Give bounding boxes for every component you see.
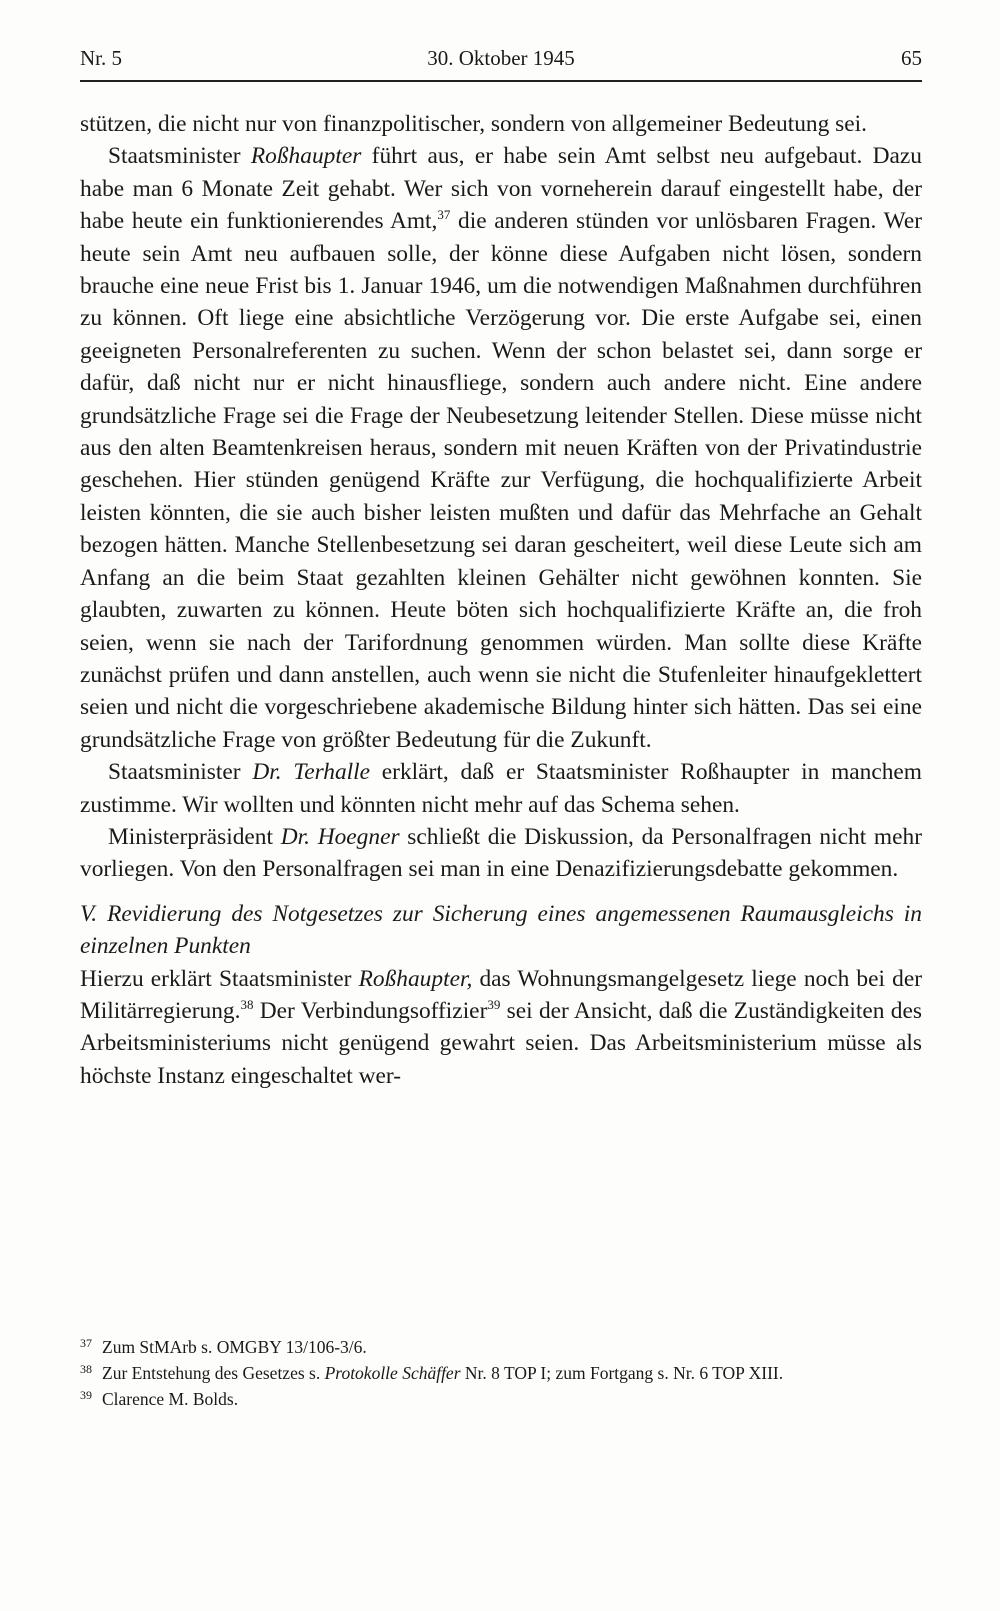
issue-number: Nr. 5 [80,46,122,70]
footnote-number: 38 [80,1362,92,1376]
section-heading: V. Revidierung des Notgesetzes zur Sicherung eines angemessenen Raumausgleichs in einzelnen Punkten [80,900,922,960]
running-header [80,46,922,78]
footnote-38: 38 Zur Entstehung des Gesetzes s. Protokolle Schäffer Nr. 8 TOP I; zum Fortgang s. Nr. 6 TOP XIII. [80,1361,922,1386]
page-number: 65 [901,46,922,70]
speaker-name: Dr. Hoegner [280,823,400,850]
paragraph-section-v: Hierzu erklärt Staatsminister Roßhaupter, das Wohnungsmangelgesetz liege noch bei der Militärregierung.$^{38}$ Der Verbindungsoffizier$^{39}$ sei der Ansicht, daß die Zuständigkeiten des Arbeitsministeriums nicht genügend gewahrt seien. Das Arbeitsministerium müsse als höchste Instanz eingeschaltet wer- [80,965,922,1089]
footnote-ref-39[interactable]: 39 [487,997,501,1013]
footnote-ref-38[interactable]: 38 [240,997,254,1013]
header-rule [80,80,922,82]
paragraph-hoegner: Ministerpräsident Dr. Hoegner schließt die Diskussion, da Personalfragen nicht mehr vorliegen. Von den Personalfragen sei man in eine Denazifizierungsdebatte gekommen. [80,823,922,883]
speaker-name: Roßhaupter, [358,965,473,992]
footnote-number: 39 [80,1388,92,1402]
footnote-ref-37[interactable]: 37 [437,207,451,223]
speaker-name: Dr. Terhalle [252,759,371,786]
paragraph-terhalle: Staatsminister Dr. Terhalle erklärt, daß er Staatsminister Roßhaupter in manchem zustimme. Wir wollten und könnten nicht mehr auf das Schema sehen. [80,759,922,818]
footnote-number: 37 [80,1336,92,1350]
paragraph-1: stützen, die nicht nur von finanzpolitischer, sondern von allgemeiner Bedeutung sei. [80,111,867,137]
cited-work: Protokolle Schäffer [324,1363,461,1383]
header-date: 30. Oktober 1945 [427,46,575,70]
speaker-name: Roßhaupter [250,143,362,170]
body-text [80,108,922,1092]
paragraph-rosshaupter: Staatsminister Roßhaupter führt aus, er habe sein Amt selbst neu aufgebaut. Dazu habe man 6 Monate Zeit gehabt. Wer sich von vorneherein darauf eingestellt habe, der habe heute ein funktionierendes Amt,$^{37}$ die anderen stünden vor unlösbaren Fragen. Wer heute sein Amt neu aufbauen solle, der könne diese Aufgaben nicht lösen, sondern brauche eine neue Frist bis 1. Januar 1946, um die notwendigen Maßnahmen durchführen zu können. Oft liege eine absichtliche Verzögerung vor. Die erste Aufgabe sei, einen geeigneten Personalreferenten zu suchen. Wenn der schon belastet sei, dann sorge er dafür, daß nicht nur er nicht hinausfliege, sondern auch andere nicht. Eine andere grundsätzliche Frage sei die Frage der Neubesetzung leitender Stellen. Diese müsse nicht aus den alten Beamtenkreisen heraus, sondern mit neuen Kräften von der Privatindustrie geschehen. Hier stünden genügend Kräfte zur Verfügung, die hochqualifizierte Arbeit leisten könnten, die sie auch bisher leisten mußten und dafür das Mehrfache an Gehalt bezogen hätten. Manche Stellenbesetzung sei daran gescheitert, weil diese Leute sich am Anfang an die beim Staat gezahlten kleinen Gehälter nicht gewöhnen konnten. Sie glaubten, zuwarten zu können. Heute böten sich hochqualifizierte Kräfte an, die froh seien, wenn sie nach der Tarifordnung genommen würden. Man sollte diese Kräfte zunächst prüfen und dann anstellen, auch wenn sie nicht die Stufenleiter hinaufgeklettert seien und nicht die vorgeschriebene akademische Bildung hinter sich hätten. Das sei eine grundsätzliche Frage von größter Bedeutung für die Zukunft. [80,143,922,753]
footnotes [80,1335,922,1412]
footnote-39: 39 Clarence M. Bolds. [80,1387,922,1412]
footnote-37: 37 Zum StMArb s. OMGBY 13/106-3/6. [80,1335,922,1360]
